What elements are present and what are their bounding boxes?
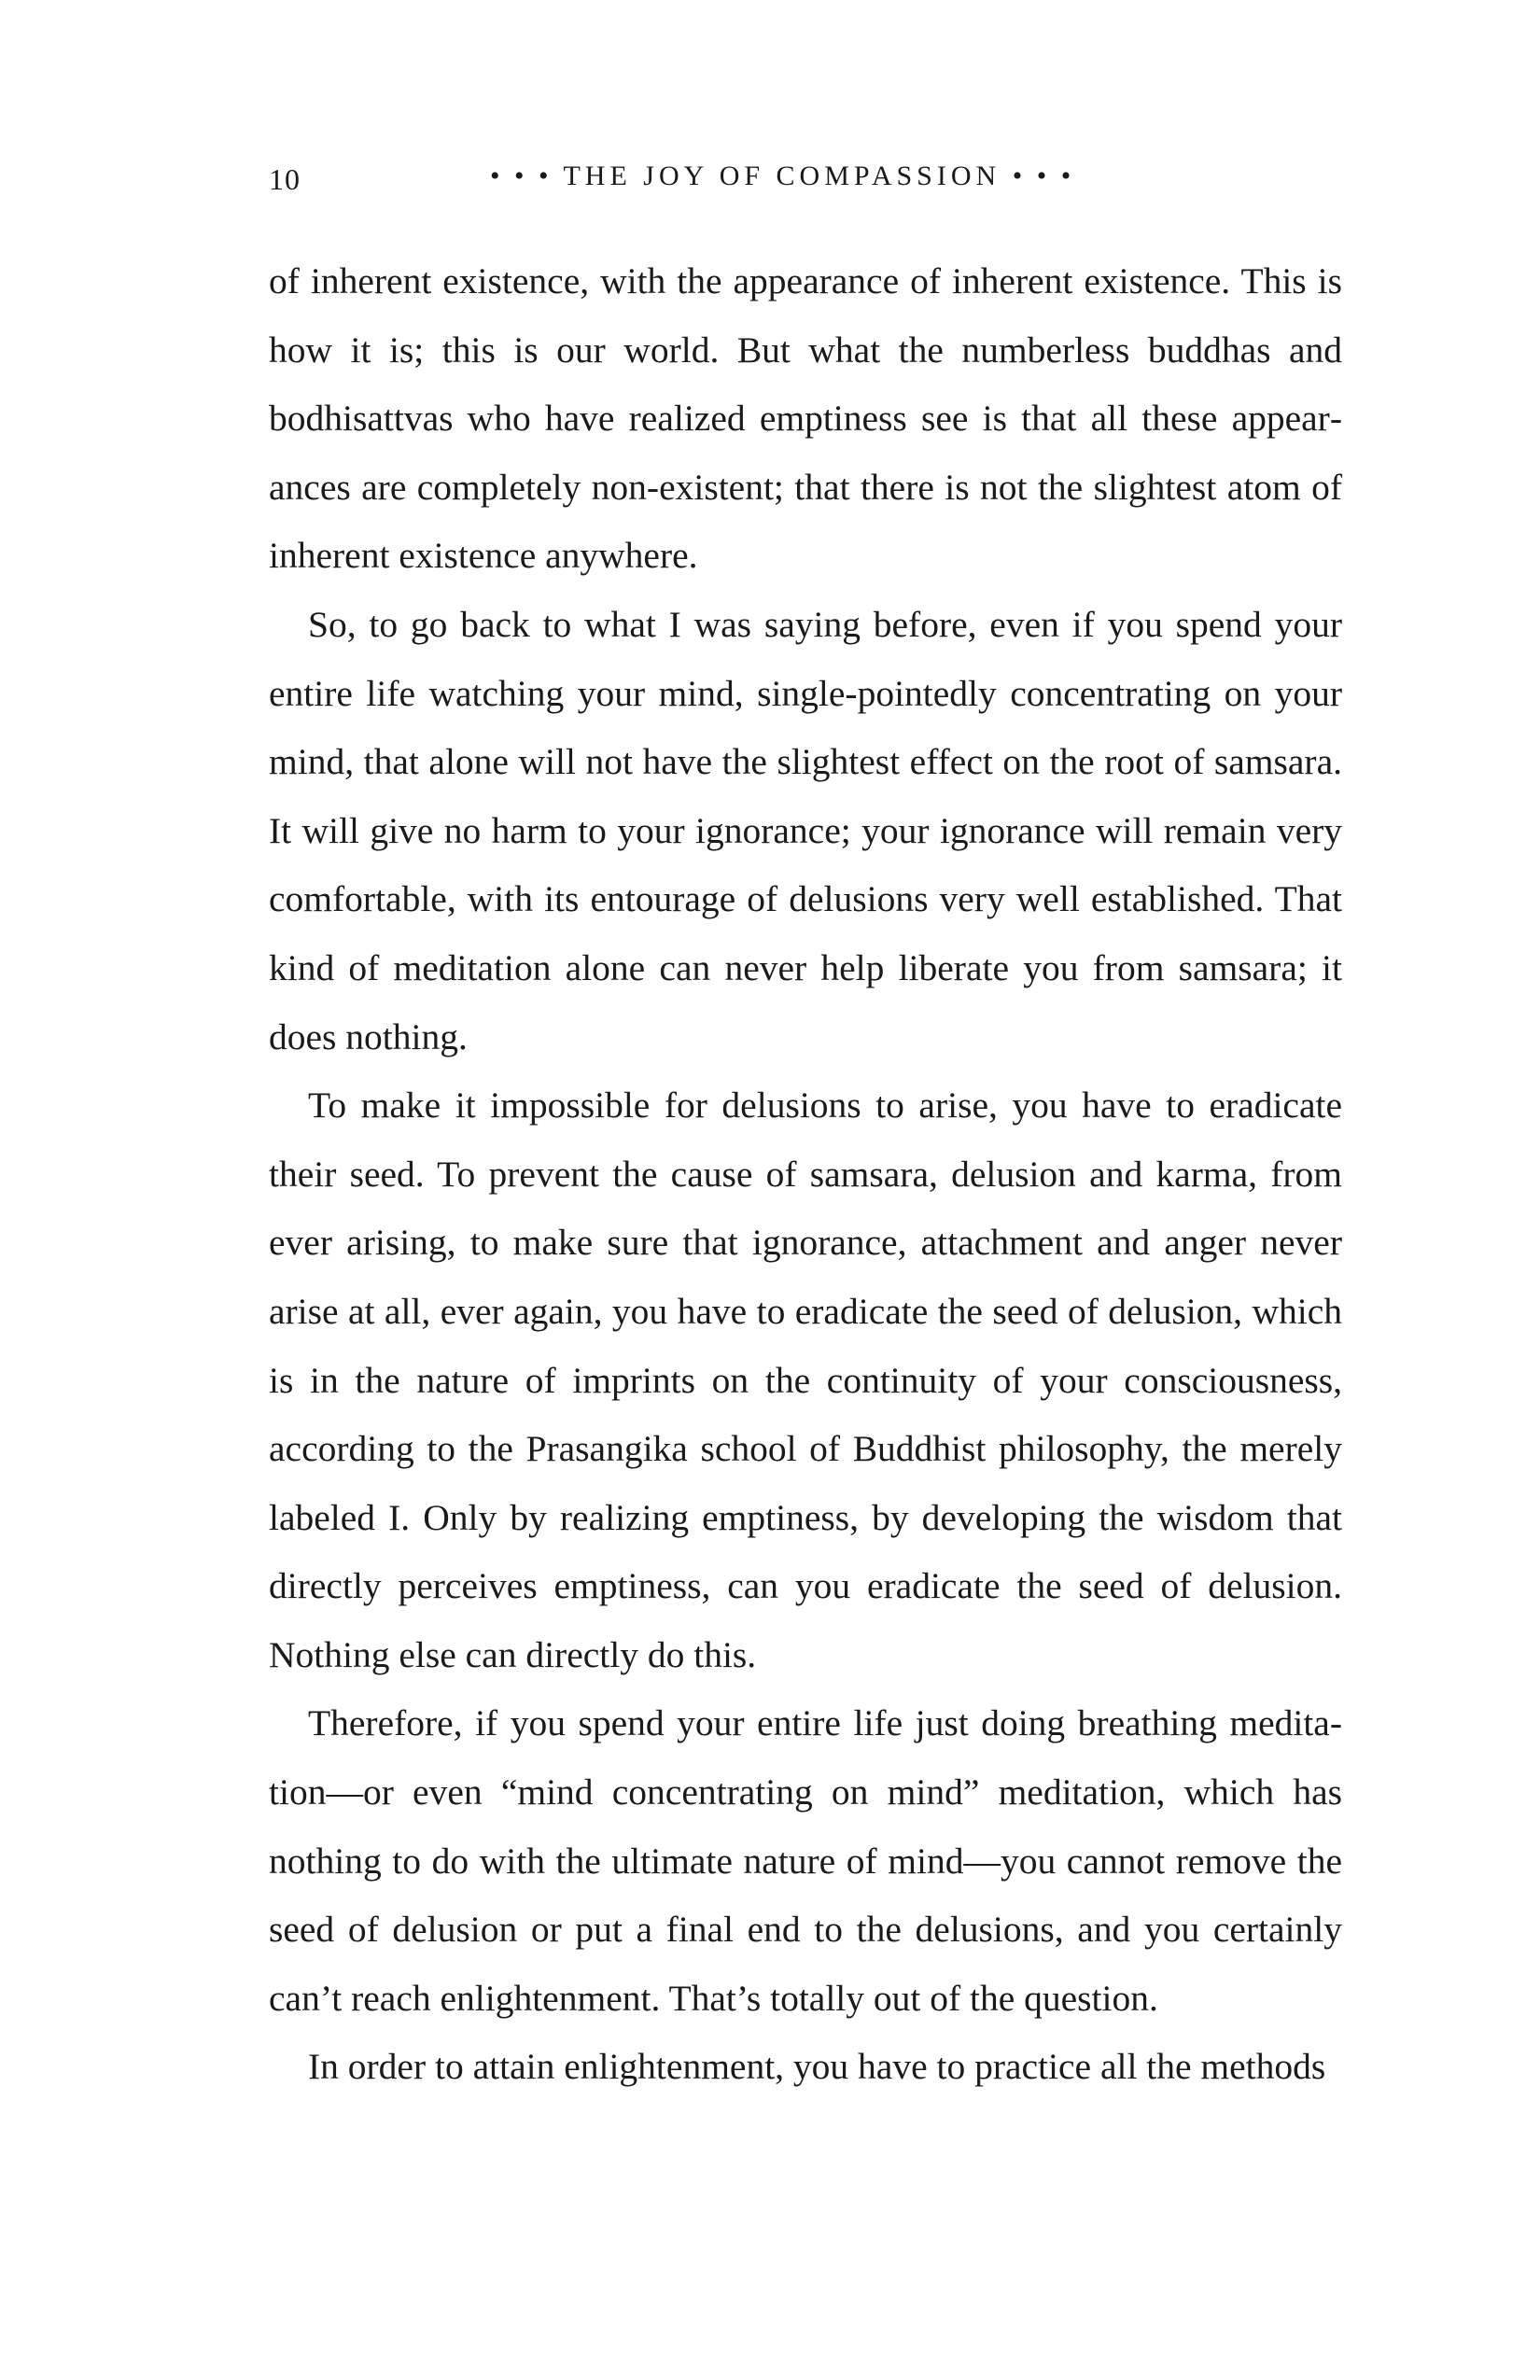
page-number: 10 <box>269 162 301 196</box>
body-text <box>269 247 1342 2102</box>
paragraph-continued: of inherent existence, with the appearance of inherent existence. This is how it is; this is our world. But what the numberless buddhas and bodhisattvas who have realized emptiness see is that all these appearances are completely non-existent; that there is not the slightest atom of inherent existence anywhere. <box>269 260 1342 577</box>
paragraph-last: In order to attain enlightenment, you have to practice all the methods <box>308 2046 1326 2088</box>
running-head <box>490 161 1074 192</box>
running-head-dots-right: • • • <box>1012 161 1075 191</box>
paragraph: So, to go back to what I was saying before, even if you spend your entire life watching your mind, single-pointedly concentrating on your mind, that alone will not have the slightest effect on the root of samsara. It will give no harm to your ignorance; your ignorance will remain very comfortable, with its entourage of delusions very well established. That kind of meditation alone can never help liberate you from samsara; it does nothing. <box>269 603 1342 1057</box>
running-head-title: THE JOY OF COMPASSION <box>563 161 1001 191</box>
running-head-dots-left: • • • <box>490 161 553 191</box>
page-header <box>0 157 1540 203</box>
paragraph: Therefore, if you spend your entire life just doing breathing meditation—or even “mind concentrating on mind” meditation, which has nothing to do with the ultimate nature of mind—you cannot remove the seed of delusion or put a final end to the delusions, and you certainly can’t reach enlightenment. That’s totally out of the question. <box>269 1702 1342 2019</box>
paragraph: To make it impossible for delusions to arise, you have to eradicate their seed. To prevent the cause of samsara, delusion and karma, from ever arising, to make sure that ignorance, attachment and anger never arise at all, ever again, you have to eradicate the seed of delusion, which is in the nature of imprints on the continuity of your consciousness, according to the Prasangika school of Buddhist philosophy, the merely labeled I. Only by realizing emptiness, by developing the wisdom that directly perceives emptiness, can you eradicate the seed of delusion. Nothing else can directly do this. <box>269 1085 1342 1675</box>
